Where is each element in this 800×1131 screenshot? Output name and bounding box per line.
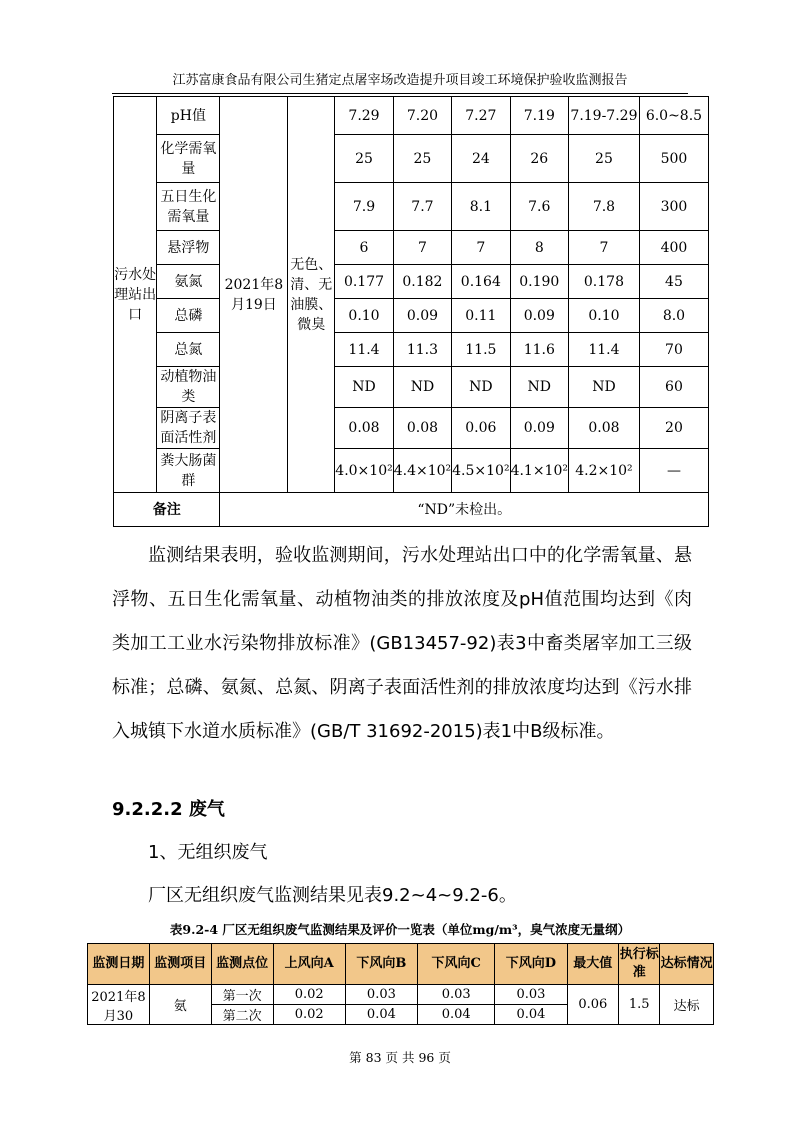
value-cell: 0.10 <box>568 299 639 333</box>
intro-line: 厂区无组织废气监测结果见表9.2~4~9.2-6。 <box>148 885 517 906</box>
table-row <box>114 135 709 183</box>
value-cell: 25 <box>335 135 393 183</box>
value-cell: 0.04 <box>495 1005 567 1025</box>
value-cell: 0.06 <box>452 408 510 449</box>
value-cell: 7.7 <box>393 183 451 231</box>
column-header: 上风向A <box>273 944 345 985</box>
appearance-cell: 无色、清、无油膜、微臭 <box>288 97 335 493</box>
value-cell: 7.8 <box>568 183 639 231</box>
item-cell: 化学需氧量 <box>157 135 220 183</box>
location-cell: 污水处理站出口 <box>114 97 157 493</box>
value-cell: 7.19-7.29 <box>568 97 639 135</box>
value-cell: 7 <box>568 231 639 265</box>
value-cell: 4.4×10² <box>393 449 451 493</box>
value-cell: 0.04 <box>345 1005 417 1025</box>
subheading: 1、无组织废气 <box>148 842 268 863</box>
value-cell: 11.4 <box>568 333 639 367</box>
table-row <box>114 183 709 231</box>
column-header: 最大值 <box>567 944 619 985</box>
value-cell: 11.3 <box>393 333 451 367</box>
value-cell: 6 <box>335 231 393 265</box>
value-cell: 24 <box>452 135 510 183</box>
standard-cell: 1.5 <box>619 985 660 1025</box>
value-cell: 11.6 <box>510 333 568 367</box>
table-row <box>114 367 709 408</box>
value-cell: 7.20 <box>393 97 451 135</box>
value-cell: ND <box>568 367 639 408</box>
value-cell: 6.0~8.5 <box>639 97 708 135</box>
value-cell: 7 <box>393 231 451 265</box>
value-cell: 7.6 <box>510 183 568 231</box>
value-cell: ND <box>393 367 451 408</box>
value-cell: 7.27 <box>452 97 510 135</box>
value-cell: 60 <box>639 367 708 408</box>
item-cell: 悬浮物 <box>157 231 220 265</box>
column-header: 执行标准 <box>619 944 660 985</box>
status-cell: 达标 <box>660 985 714 1025</box>
value-cell: 300 <box>639 183 708 231</box>
column-header: 下风向D <box>495 944 567 985</box>
value-cell: 0.190 <box>510 265 568 299</box>
page-header: 江苏富康食品有限公司生猪定点屠宰场改造提升项目竣工环境保护验收监测报告 <box>112 69 688 94</box>
section-heading: 9.2.2.2 废气 <box>112 799 225 820</box>
column-header: 监测日期 <box>88 944 150 985</box>
value-cell: 0.09 <box>393 299 451 333</box>
value-cell: 0.02 <box>273 1005 345 1025</box>
column-header: 下风向B <box>345 944 417 985</box>
item-cell: pH值 <box>157 97 220 135</box>
value-cell: 400 <box>639 231 708 265</box>
value-cell: 0.08 <box>568 408 639 449</box>
value-cell: 8 <box>510 231 568 265</box>
table-row <box>88 985 714 1005</box>
value-cell: 4.0×10² <box>335 449 393 493</box>
note-row <box>114 493 709 527</box>
value-cell: 45 <box>639 265 708 299</box>
column-header: 下风向C <box>418 944 495 985</box>
value-cell: 4.5×10² <box>452 449 510 493</box>
table-row <box>114 231 709 265</box>
value-cell: 8.0 <box>639 299 708 333</box>
value-cell: ND <box>452 367 510 408</box>
item-cell: 五日生化需氧量 <box>157 183 220 231</box>
value-cell: 7.19 <box>510 97 568 135</box>
table-caption: 表9.2-4 厂区无组织废气监测结果及评价一览表（单位mg/m³，臭气浓度无量纲） <box>169 922 631 937</box>
table-row <box>114 97 709 135</box>
item-cell: 粪大肠菌群 <box>157 449 220 493</box>
results-paragraph: 监测结果表明，验收监测期间，污水处理站出口中的化学需氧量、悬浮物、五日生化需氧量、动植物油类的排放浓度及pH值范围均达到《肉类加工工业水污染物排放标准》(GB13457-92)表3中畜类屠宰加工三级标准；总磷、氨氮、总氮、阴离子表面活性剂的排放浓度均达到《污水排入城镇下水道水质标准》(GB/T 31692-2015)表1中B级标准。 <box>112 545 692 742</box>
value-cell: 4.1×10² <box>510 449 568 493</box>
value-cell: ND <box>510 367 568 408</box>
value-cell: 11.5 <box>452 333 510 367</box>
value-cell: 4.2×10² <box>568 449 639 493</box>
wastewater-results-table <box>113 96 709 527</box>
value-cell: 7.9 <box>335 183 393 231</box>
note-label: 备注 <box>114 493 220 527</box>
value-cell: 7.29 <box>335 97 393 135</box>
value-cell: 0.04 <box>418 1005 495 1025</box>
page-footer: 第 83 页 共 96 页 <box>349 1050 451 1065</box>
value-cell: 70 <box>639 333 708 367</box>
value-cell: 第二次 <box>211 1005 273 1025</box>
value-cell: 11.4 <box>335 333 393 367</box>
column-header: 监测项目 <box>149 944 211 985</box>
item-cell: 阴离子表面活性剂 <box>157 408 220 449</box>
value-cell: 25 <box>568 135 639 183</box>
value-cell: 0.09 <box>510 299 568 333</box>
date-cell: 2021年8月19日 <box>220 97 288 493</box>
item-cell: 氨氮 <box>157 265 220 299</box>
table-row <box>114 449 709 493</box>
table-row <box>114 408 709 449</box>
value-cell: 0.177 <box>335 265 393 299</box>
value-cell: 0.03 <box>345 985 417 1005</box>
value-cell: 20 <box>639 408 708 449</box>
table-row <box>114 333 709 367</box>
value-cell: 0.10 <box>335 299 393 333</box>
value-cell: 第一次 <box>211 985 273 1005</box>
value-cell: 0.08 <box>393 408 451 449</box>
column-header: 监测点位 <box>211 944 273 985</box>
value-cell: 0.09 <box>510 408 568 449</box>
value-cell: 0.178 <box>568 265 639 299</box>
date-cell: 2021年8月30 <box>88 985 150 1025</box>
item-cell: 氨 <box>149 985 211 1025</box>
air-results-table <box>87 943 714 1025</box>
value-cell: 0.164 <box>452 265 510 299</box>
value-cell: 0.02 <box>273 985 345 1005</box>
value-cell: 26 <box>510 135 568 183</box>
value-cell: 7 <box>452 231 510 265</box>
value-cell: 0.11 <box>452 299 510 333</box>
table-row <box>114 265 709 299</box>
value-cell: 25 <box>393 135 451 183</box>
max-cell: 0.06 <box>567 985 619 1025</box>
table-row <box>114 299 709 333</box>
value-cell: 0.03 <box>418 985 495 1005</box>
item-cell: 总氮 <box>157 333 220 367</box>
value-cell: 8.1 <box>452 183 510 231</box>
value-cell: 500 <box>639 135 708 183</box>
item-cell: 总磷 <box>157 299 220 333</box>
value-cell: — <box>639 449 708 493</box>
column-header: 达标情况 <box>660 944 714 985</box>
value-cell: 0.182 <box>393 265 451 299</box>
value-cell: ND <box>335 367 393 408</box>
value-cell: 0.08 <box>335 408 393 449</box>
note-text: “ND”未检出。 <box>220 493 709 527</box>
value-cell: 0.03 <box>495 985 567 1005</box>
item-cell: 动植物油类 <box>157 367 220 408</box>
